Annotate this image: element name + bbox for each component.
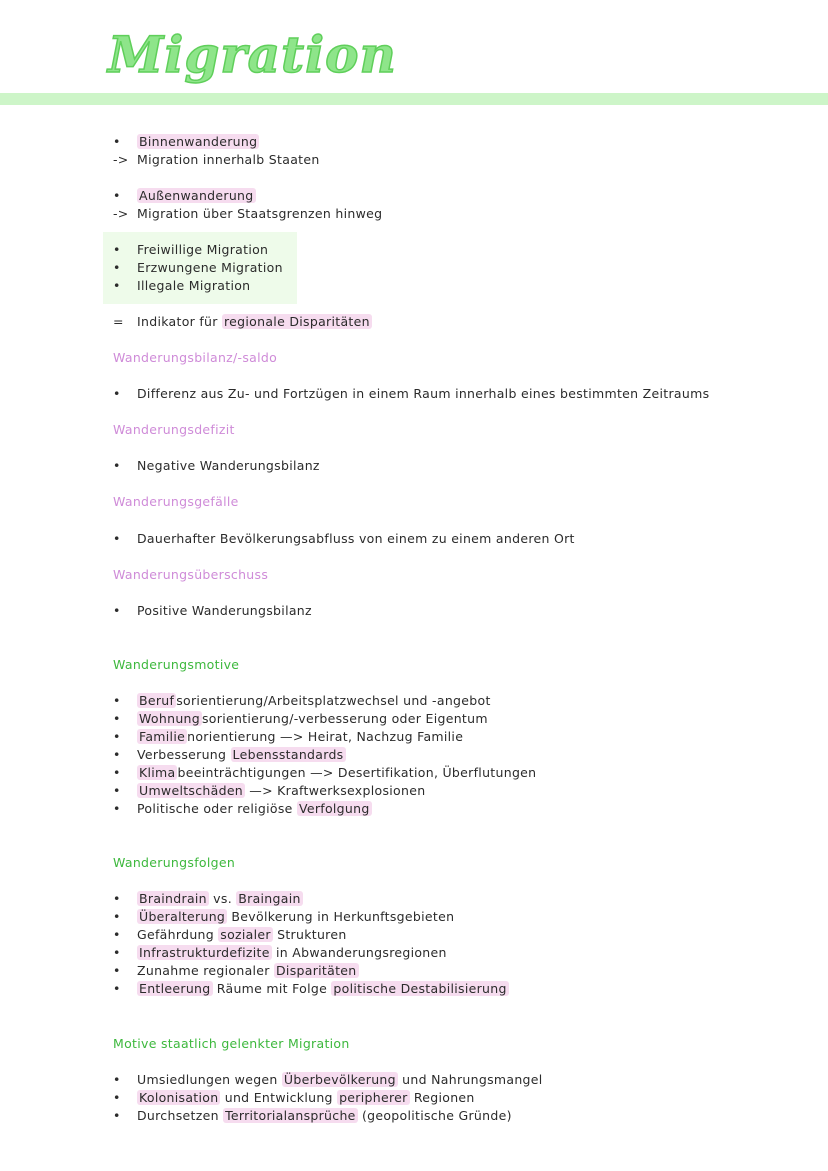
- item-text: Bevölkerung in Herkunftsgebieten: [227, 909, 455, 924]
- definition-text: Positive Wanderungsbilanz: [137, 603, 312, 618]
- list-item: [113, 277, 250, 295]
- bullet: •: [113, 1090, 121, 1105]
- list-item: [113, 710, 488, 728]
- list-item: [113, 259, 283, 277]
- indikator-text: Indikator für: [137, 314, 218, 329]
- item-text: in Abwanderungsregionen: [271, 945, 447, 960]
- list-item: [113, 908, 454, 926]
- bullet: •: [113, 458, 121, 473]
- list-item: [113, 926, 347, 944]
- list-item: [113, 890, 303, 908]
- highlight: Braindrain: [139, 891, 207, 906]
- list-item: [113, 1071, 543, 1089]
- bullet: •: [113, 134, 121, 149]
- item-text: Verbesserung: [137, 747, 231, 762]
- section-heading: Wanderungsgefälle: [113, 494, 239, 509]
- definition-text: Migration über Staatsgrenzen hinweg: [137, 206, 383, 221]
- definition-text: Migration innerhalb Staaten: [137, 152, 320, 167]
- bullet: •: [113, 783, 121, 798]
- highlight: Verfolgung: [298, 801, 370, 816]
- highlight: Klima: [139, 765, 176, 780]
- list-item: [113, 980, 509, 998]
- bullet: •: [113, 981, 121, 996]
- item-text: Strukturen: [272, 927, 347, 942]
- bullet: •: [113, 278, 121, 293]
- bullet: •: [113, 386, 121, 401]
- highlight: Kolonisation: [139, 1090, 219, 1105]
- item-text: Regionen: [409, 1090, 475, 1105]
- section-heading: Motive staatlich gelenkter Migration: [113, 1036, 350, 1051]
- highlight: Infrastrukturdefizite: [139, 945, 270, 960]
- list-item: [113, 1089, 475, 1107]
- migration-type: Freiwillige Migration: [137, 242, 269, 257]
- bullet: •: [113, 603, 121, 618]
- list-item: [113, 457, 320, 475]
- item-text: Politische oder religiöse: [137, 801, 297, 816]
- list-item: [113, 133, 259, 151]
- list-item: [113, 962, 359, 980]
- bullet: •: [113, 693, 121, 708]
- bullet: •: [113, 909, 121, 924]
- bullet: •: [113, 1108, 121, 1123]
- highlight: Entleerung: [139, 981, 211, 996]
- bullet: •: [113, 1072, 121, 1087]
- item-text: Umsiedlungen wegen: [137, 1072, 282, 1087]
- highlight: Familie: [139, 729, 186, 744]
- definition-line: [113, 151, 320, 169]
- bullet: •: [113, 260, 121, 275]
- bullet: •: [113, 711, 121, 726]
- section-heading: Wanderungsüberschuss: [113, 567, 269, 582]
- highlight: politische Destabilisierung: [333, 981, 507, 996]
- indikator-line: [113, 313, 372, 331]
- list-item: [113, 241, 268, 259]
- item-text: vs.: [208, 891, 237, 906]
- arrow-symbol: ->: [113, 206, 129, 221]
- equals-symbol: =: [113, 314, 124, 329]
- list-item: [113, 692, 491, 710]
- item-text: Zunahme regionaler: [137, 963, 274, 978]
- highlight: sozialer: [220, 927, 271, 942]
- list-item: [113, 187, 256, 205]
- item-text: und Nahrungsmangel: [397, 1072, 543, 1087]
- item-text: Räume mit Folge: [212, 981, 332, 996]
- highlight: Lebensstandards: [232, 747, 344, 762]
- highlight: Territorialansprüche: [225, 1108, 356, 1123]
- definition-text: Negative Wanderungsbilanz: [137, 458, 320, 473]
- list-item: [113, 800, 372, 818]
- highlight: Disparitäten: [276, 963, 357, 978]
- list-item: [113, 602, 312, 620]
- item-text: sorientierung/-verbesserung oder Eigentum: [202, 711, 488, 726]
- bullet: •: [113, 729, 121, 744]
- bullet: •: [113, 801, 121, 816]
- section-heading: Wanderungsmotive: [113, 657, 240, 672]
- bullet: •: [113, 945, 121, 960]
- list-item: [113, 385, 709, 403]
- item-text: —> Kraftwerksexplosionen: [245, 783, 426, 798]
- item-text: Gefährdung: [137, 927, 219, 942]
- list-item: [113, 728, 463, 746]
- item-text: norientierung —> Heirat, Nachzug Familie: [187, 729, 464, 744]
- definition-text: Dauerhafter Bevölkerungsabfluss von einem zu einem anderen Ort: [137, 531, 575, 546]
- arrow-symbol: ->: [113, 152, 129, 167]
- list-item: [113, 1107, 512, 1125]
- bullet: •: [113, 188, 121, 203]
- bullet: •: [113, 927, 121, 942]
- item-text: beeinträchtigungen —> Desertifikation, Überflutungen: [177, 765, 537, 780]
- term-aussenwanderung: Außenwanderung: [139, 188, 254, 203]
- migration-type: Illegale Migration: [137, 278, 251, 293]
- item-text: und Entwicklung: [220, 1090, 338, 1105]
- bullet: •: [113, 765, 121, 780]
- list-item: [113, 746, 346, 764]
- bullet: •: [113, 891, 121, 906]
- list-item: [113, 530, 575, 548]
- page-title: Migration: [108, 25, 397, 84]
- section-heading: Wanderungsdefizit: [113, 422, 235, 437]
- bullet: •: [113, 242, 121, 257]
- highlight: Braingain: [238, 891, 301, 906]
- item-text: (geopolitische Gründe): [357, 1108, 512, 1123]
- highlight: Beruf: [139, 693, 175, 708]
- section-heading: Wanderungsfolgen: [113, 855, 236, 870]
- definition-text: Differenz aus Zu- und Fortzügen in einem Raum innerhalb eines bestimmten Zeitraums: [137, 386, 710, 401]
- bullet: •: [113, 747, 121, 762]
- highlight: Wohnung: [139, 711, 200, 726]
- definition-line: [113, 205, 382, 223]
- highlight: Überbevölkerung: [283, 1072, 396, 1087]
- bullet: •: [113, 963, 121, 978]
- highlight: peripherer: [339, 1090, 408, 1105]
- bullet: •: [113, 531, 121, 546]
- section-heading: Wanderungsbilanz/-saldo: [113, 350, 278, 365]
- highlight: Überalterung: [139, 909, 226, 924]
- title-underline-bar: [0, 93, 828, 105]
- item-text: Durchsetzen: [137, 1108, 224, 1123]
- migration-type: Erzwungene Migration: [137, 260, 283, 275]
- list-item: [113, 782, 425, 800]
- highlight: Umweltschäden: [139, 783, 244, 798]
- item-text: sorientierung/Arbeitsplatzwechsel und -angebot: [176, 693, 491, 708]
- list-item: [113, 944, 447, 962]
- highlight: regionale Disparitäten: [224, 314, 370, 329]
- term-binnenwanderung: Binnenwanderung: [139, 134, 258, 149]
- list-item: [113, 764, 536, 782]
